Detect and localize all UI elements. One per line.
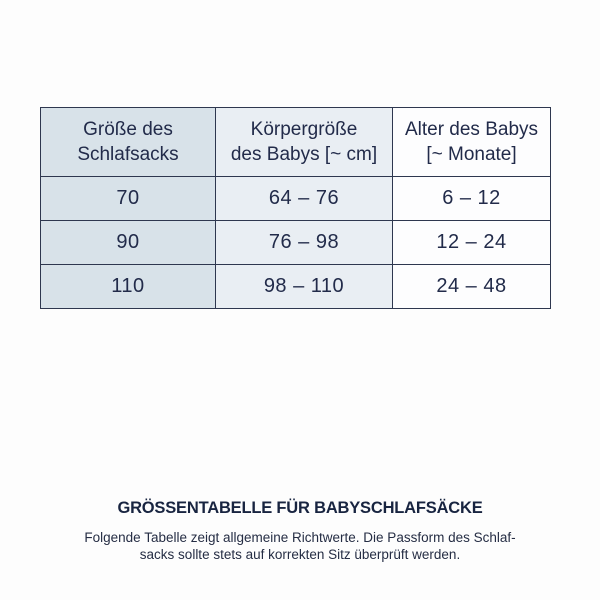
table-row <box>41 177 551 221</box>
size-cell: 110 <box>41 265 216 309</box>
header-body-height <box>216 108 393 177</box>
header-sleeping-bag-size <box>41 108 216 177</box>
caption-title: GRÖSSENTABELLE FÜR BABYSCHLAFSÄCKE <box>117 499 483 517</box>
header-line: [~ Monate] <box>426 144 517 165</box>
header-line: Schlafsacks <box>77 144 179 165</box>
age-cell: 12 – 24 <box>393 221 551 265</box>
header-line: Körpergröße <box>250 118 358 140</box>
header-line: Größe des <box>83 118 173 140</box>
caption-text <box>0 529 600 563</box>
header-line: des Babys [~ cm] <box>230 144 378 165</box>
header-baby-age <box>393 108 551 177</box>
height-cell: 64 – 76 <box>216 177 393 221</box>
size-cell: 90 <box>41 221 216 265</box>
age-cell: 24 – 48 <box>393 265 551 309</box>
table-row <box>41 265 551 309</box>
height-cell: 76 – 98 <box>216 221 393 265</box>
caption-text-line: Folgende Tabelle zeigt allgemeine Richtwerte. Die Passform des Schlaf- <box>84 530 516 545</box>
table-row <box>41 221 551 265</box>
size-table <box>40 107 551 309</box>
caption-block <box>0 499 600 563</box>
table-header-row <box>41 108 551 177</box>
age-cell: 6 – 12 <box>393 177 551 221</box>
caption-text-line: sacks sollte stets auf korrekten Sitz überprüft werden. <box>139 547 461 562</box>
height-cell: 98 – 110 <box>216 265 393 309</box>
header-line: Alter des Babys <box>404 118 539 140</box>
size-cell: 70 <box>41 177 216 221</box>
